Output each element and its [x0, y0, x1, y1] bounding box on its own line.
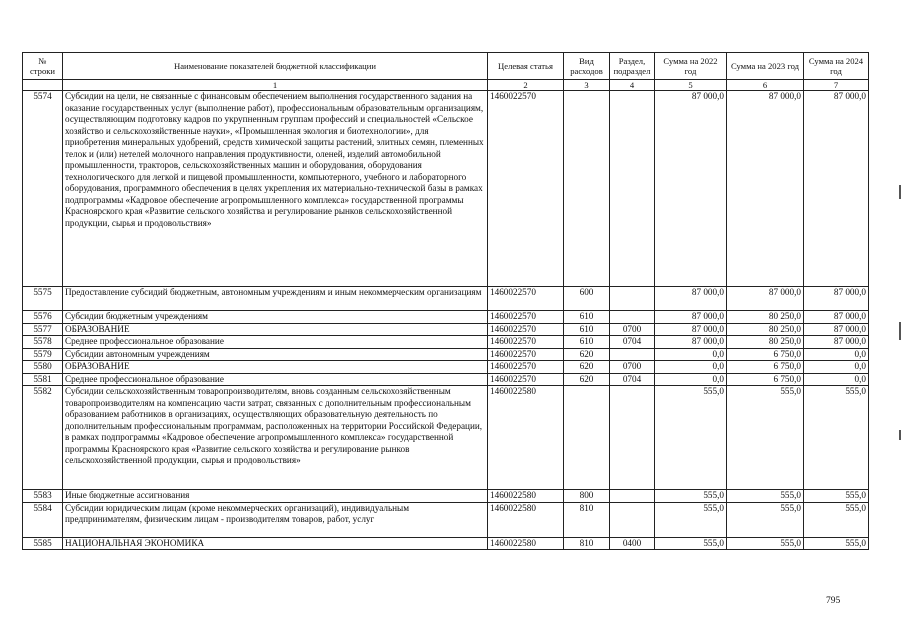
row-number: 5577 — [23, 323, 63, 336]
sum-2022: 87 000,0 — [655, 91, 727, 287]
table-row — [23, 490, 869, 503]
sum-2023: 6 750,0 — [727, 361, 804, 374]
table-row — [23, 311, 869, 324]
header-sum-2022: Сумма на 2022 год — [655, 53, 727, 80]
sum-2024: 87 000,0 — [804, 91, 869, 287]
section-code — [610, 490, 655, 503]
scan-edge-mark — [899, 430, 901, 440]
table-row — [23, 323, 869, 336]
expense-type: 800 — [564, 490, 610, 503]
header-row — [23, 53, 869, 80]
expense-type: 620 — [564, 373, 610, 386]
target-article: 1460022570 — [488, 323, 564, 336]
indicator-name: Субсидии автономным учреждениям — [63, 348, 488, 361]
sum-2022: 555,0 — [655, 502, 727, 537]
table-row — [23, 336, 869, 349]
target-article: 1460022580 — [488, 537, 564, 550]
column-number-blank — [23, 80, 63, 91]
column-number: 3 — [564, 80, 610, 91]
row-number: 5581 — [23, 373, 63, 386]
column-number: 6 — [727, 80, 804, 91]
sum-2024: 555,0 — [804, 386, 869, 490]
table-row — [23, 537, 869, 550]
target-article: 1460022570 — [488, 91, 564, 287]
sum-2022: 87 000,0 — [655, 323, 727, 336]
table-row — [23, 287, 869, 311]
indicator-name: Среднее профессиональное образование — [63, 336, 488, 349]
section-code: 0700 — [610, 361, 655, 374]
column-number: 4 — [610, 80, 655, 91]
target-article: 1460022570 — [488, 361, 564, 374]
row-number: 5583 — [23, 490, 63, 503]
table-row — [23, 348, 869, 361]
sum-2022: 555,0 — [655, 386, 727, 490]
scan-edge-mark — [899, 185, 901, 199]
row-number: 5578 — [23, 336, 63, 349]
sum-2023: 80 250,0 — [727, 336, 804, 349]
table-row — [23, 502, 869, 537]
sum-2023: 87 000,0 — [727, 287, 804, 311]
indicator-name: ОБРАЗОВАНИЕ — [63, 323, 488, 336]
column-number: 5 — [655, 80, 727, 91]
sum-2023: 555,0 — [727, 537, 804, 550]
sum-2024: 87 000,0 — [804, 287, 869, 311]
section-code: 0700 — [610, 323, 655, 336]
expense-type: 610 — [564, 336, 610, 349]
row-number: 5580 — [23, 361, 63, 374]
table-row — [23, 373, 869, 386]
sum-2024: 555,0 — [804, 490, 869, 503]
header-section: Раздел, подраздел — [610, 53, 655, 80]
section-code: 0704 — [610, 373, 655, 386]
target-article: 1460022580 — [488, 490, 564, 503]
budget-table — [22, 52, 869, 550]
section-code — [610, 287, 655, 311]
expense-type — [564, 91, 610, 287]
sum-2022: 555,0 — [655, 490, 727, 503]
row-number: 5576 — [23, 311, 63, 324]
section-code: 0400 — [610, 537, 655, 550]
column-number: 7 — [804, 80, 869, 91]
sum-2022: 0,0 — [655, 361, 727, 374]
sum-2024: 87 000,0 — [804, 336, 869, 349]
target-article: 1460022580 — [488, 502, 564, 537]
sum-2024: 555,0 — [804, 537, 869, 550]
indicator-name: ОБРАЗОВАНИЕ — [63, 361, 488, 374]
sum-2023: 87 000,0 — [727, 91, 804, 287]
header-sum-2023: Сумма на 2023 год — [727, 53, 804, 80]
indicator-name: Предоставление субсидий бюджетным, автономным учреждениям и иным некоммерческим организациям — [63, 287, 488, 311]
sum-2023: 6 750,0 — [727, 373, 804, 386]
sum-2024: 555,0 — [804, 502, 869, 537]
expense-type: 810 — [564, 502, 610, 537]
sum-2023: 80 250,0 — [727, 311, 804, 324]
indicator-name: НАЦИОНАЛЬНАЯ ЭКОНОМИКА — [63, 537, 488, 550]
section-code — [610, 311, 655, 324]
table-row — [23, 386, 869, 490]
sum-2023: 555,0 — [727, 502, 804, 537]
target-article: 1460022570 — [488, 311, 564, 324]
expense-type: 620 — [564, 361, 610, 374]
column-number: 1 — [63, 80, 488, 91]
indicator-name: Субсидии бюджетным учреждениям — [63, 311, 488, 324]
header-row-number: № строки — [23, 53, 63, 80]
expense-type: 610 — [564, 311, 610, 324]
indicator-name: Субсидии сельскохозяйственным товаропроизводителям, вновь созданным сельскохозяйственным товаропроизводителям на компенсацию части затрат, связанных с дополнительным профессиональным образованием работников в организациях, осуществляющих образовательную деятельность по дополнительным профессиональным программам, расположенных на территории Российской Федерации, в рамках подпрограммы «Кадровое обеспечение агропромышленного комплекса» государственной программы Красноярского края «Развитие сельского хозяйства и регулирование рынков сельскохозяйственной продукции, сырья и продовольствия» — [63, 386, 488, 490]
section-code — [610, 502, 655, 537]
sum-2024: 0,0 — [804, 361, 869, 374]
target-article: 1460022570 — [488, 336, 564, 349]
sum-2022: 87 000,0 — [655, 311, 727, 324]
expense-type: 620 — [564, 348, 610, 361]
indicator-name: Иные бюджетные ассигнования — [63, 490, 488, 503]
sum-2023: 555,0 — [727, 490, 804, 503]
column-number: 2 — [488, 80, 564, 91]
expense-type: 810 — [564, 537, 610, 550]
sum-2022: 0,0 — [655, 348, 727, 361]
scan-edge-mark — [899, 322, 901, 340]
target-article: 1460022580 — [488, 386, 564, 490]
sum-2022: 87 000,0 — [655, 336, 727, 349]
section-code — [610, 348, 655, 361]
section-code — [610, 386, 655, 490]
indicator-name: Субсидии юридическим лицам (кроме некоммерческих организаций), индивидуальным предпринимателям, физическим лицам - производителям товаров, работ, услуг — [63, 502, 488, 537]
header-sum-2024: Сумма на 2024 год — [804, 53, 869, 80]
row-number: 5582 — [23, 386, 63, 490]
indicator-name: Среднее профессиональное образование — [63, 373, 488, 386]
expense-type: 610 — [564, 323, 610, 336]
row-number: 5579 — [23, 348, 63, 361]
target-article: 1460022570 — [488, 373, 564, 386]
header-target-article: Целевая статья — [488, 53, 564, 80]
page-number: 795 — [826, 596, 841, 606]
section-code: 0704 — [610, 336, 655, 349]
target-article: 1460022570 — [488, 348, 564, 361]
sum-2024: 0,0 — [804, 373, 869, 386]
sum-2023: 555,0 — [727, 386, 804, 490]
row-number: 5585 — [23, 537, 63, 550]
row-number: 5575 — [23, 287, 63, 311]
sum-2022: 555,0 — [655, 537, 727, 550]
sum-2023: 6 750,0 — [727, 348, 804, 361]
header-expense-type: Вид расходов — [564, 53, 610, 80]
header-indicator-name: Наименование показателей бюджетной классификации — [63, 53, 488, 80]
column-number-row — [23, 80, 869, 91]
expense-type — [564, 386, 610, 490]
sum-2024: 87 000,0 — [804, 311, 869, 324]
expense-type: 600 — [564, 287, 610, 311]
section-code — [610, 91, 655, 287]
row-number: 5574 — [23, 91, 63, 287]
sum-2022: 87 000,0 — [655, 287, 727, 311]
sum-2023: 80 250,0 — [727, 323, 804, 336]
table-row — [23, 91, 869, 287]
table-row — [23, 361, 869, 374]
row-number: 5584 — [23, 502, 63, 537]
target-article: 1460022570 — [488, 287, 564, 311]
sum-2022: 0,0 — [655, 373, 727, 386]
indicator-name: Субсидии на цели, не связанные с финансовым обеспечением выполнения государственного задания на оказание государственных услуг (выполнение работ), профессиональным образовательным организациям, осуществляющим подготовку кадров по укрупненным группам профессий и специальностей «Сельское хозяйство и сельскохозяйственные науки», «Промышленная экология и биотехнологии», для приобретения минеральных удобрений, средств химической защиты растений, элитных семян, племенных телок и (или) нетелей молочного направления продуктивности, оленей, изделий автомобильной промышленности, тракторов, сельскохозяйственных машин и оборудования, оборудования технологического для легкой и пищевой промышленности, компьютерного, учебного и лабораторного оборудования, программного обеспечения в целях укрепления их материально-технической базы в рамках подпрограммы «Кадровое обеспечение агропромышленного комплекса» государственной программы Красноярского края «Развитие сельского хозяйства и регулирование рынков сельскохозяйственной продукции, сырья и продовольствия» — [63, 91, 488, 287]
sum-2024: 0,0 — [804, 348, 869, 361]
sum-2024: 87 000,0 — [804, 323, 869, 336]
